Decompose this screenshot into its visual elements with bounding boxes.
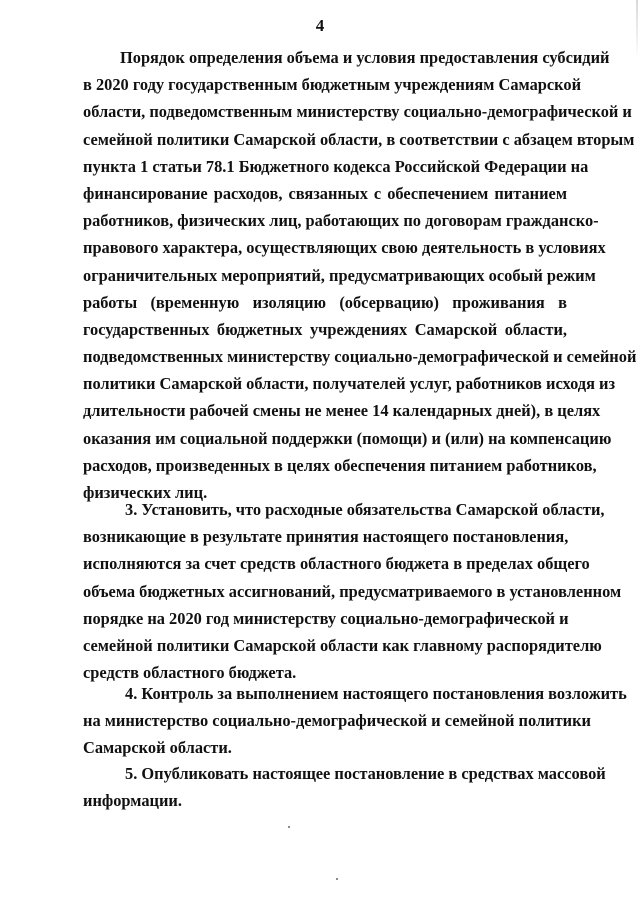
text-line: подведомственных министерству социально-демографической и семейной [83,347,637,367]
text-line: работы (временную изоляцию (обсервацию) проживания в [83,292,567,312]
text-line: на министерство социально-демографической и семейной политики [83,711,591,731]
paragraph-5-publication [83,760,606,814]
scan-speck [336,878,338,880]
text-line: средств областного бюджета. [83,663,297,683]
paragraph-3-expenditure-obligations [83,496,622,686]
scan-speck [288,826,290,828]
text-line: пункта 1 статьи 78.1 Бюджетного кодекса Российской Федерации на [83,156,589,176]
text-line: расходов, произведенных в целях обеспечения питанием работников, [83,455,597,475]
text-line: информации. [83,791,182,811]
paragraph-4-control [83,680,627,762]
text-line: Порядок определения объема и условия предоставления субсидий [120,48,610,67]
text-line: возникающие в результате принятия настоящего постановления, [83,527,569,547]
text-line: 4. Контроль за выполнением настоящего постановления возложить [125,684,627,703]
text-line: области, подведомственным министерству социально-демографической и [83,102,632,122]
text-line: финансирование расходов, связанных с обеспечением питанием [83,183,567,203]
text-line: в 2020 году государственным бюджетным учреждениям Самарской [83,75,582,95]
text-line: правового характера, осуществляющих свою деятельность в условиях [83,238,606,258]
page-number: 4 [315,16,325,35]
text-line: 3. Установить, что расходные обязательства Самарской области, [125,500,605,519]
text-line: Самарской области. [83,738,232,758]
text-line: физических лиц. [83,483,208,502]
text-line: семейной политики Самарской области как главному распорядителю [83,635,602,655]
text-line: исполняются за счет средств областного бюджета в пределах общего [83,554,590,574]
text-line: государственных бюджетных учреждениях Самарской области, [83,319,567,339]
text-line: работников, физических лиц, работающих по договорам гражданско- [83,211,599,231]
text-line: 5. Опубликовать настоящее постановление в средствах массовой [125,764,606,783]
text-line: объема бюджетных ассигнований, предусматриваемого в установленном [83,581,622,601]
text-line: оказания им социальной поддержки (помощи) и (или) на компенсацию [83,428,612,448]
text-line: порядке на 2020 год министерству социально-демографической и [83,608,569,628]
text-line: ограничительных мероприятий, предусматривающих особый режим [83,265,596,285]
paragraph-subsidy-procedure [83,44,637,506]
text-line: длительности рабочей смены не менее 14 календарных дней), в целях [83,401,601,421]
text-line: политики Самарской области, получателей услуг, работников исходя из [83,374,616,394]
text-line: семейной политики Самарской области, в соответствии с абзацем вторым [83,129,635,149]
